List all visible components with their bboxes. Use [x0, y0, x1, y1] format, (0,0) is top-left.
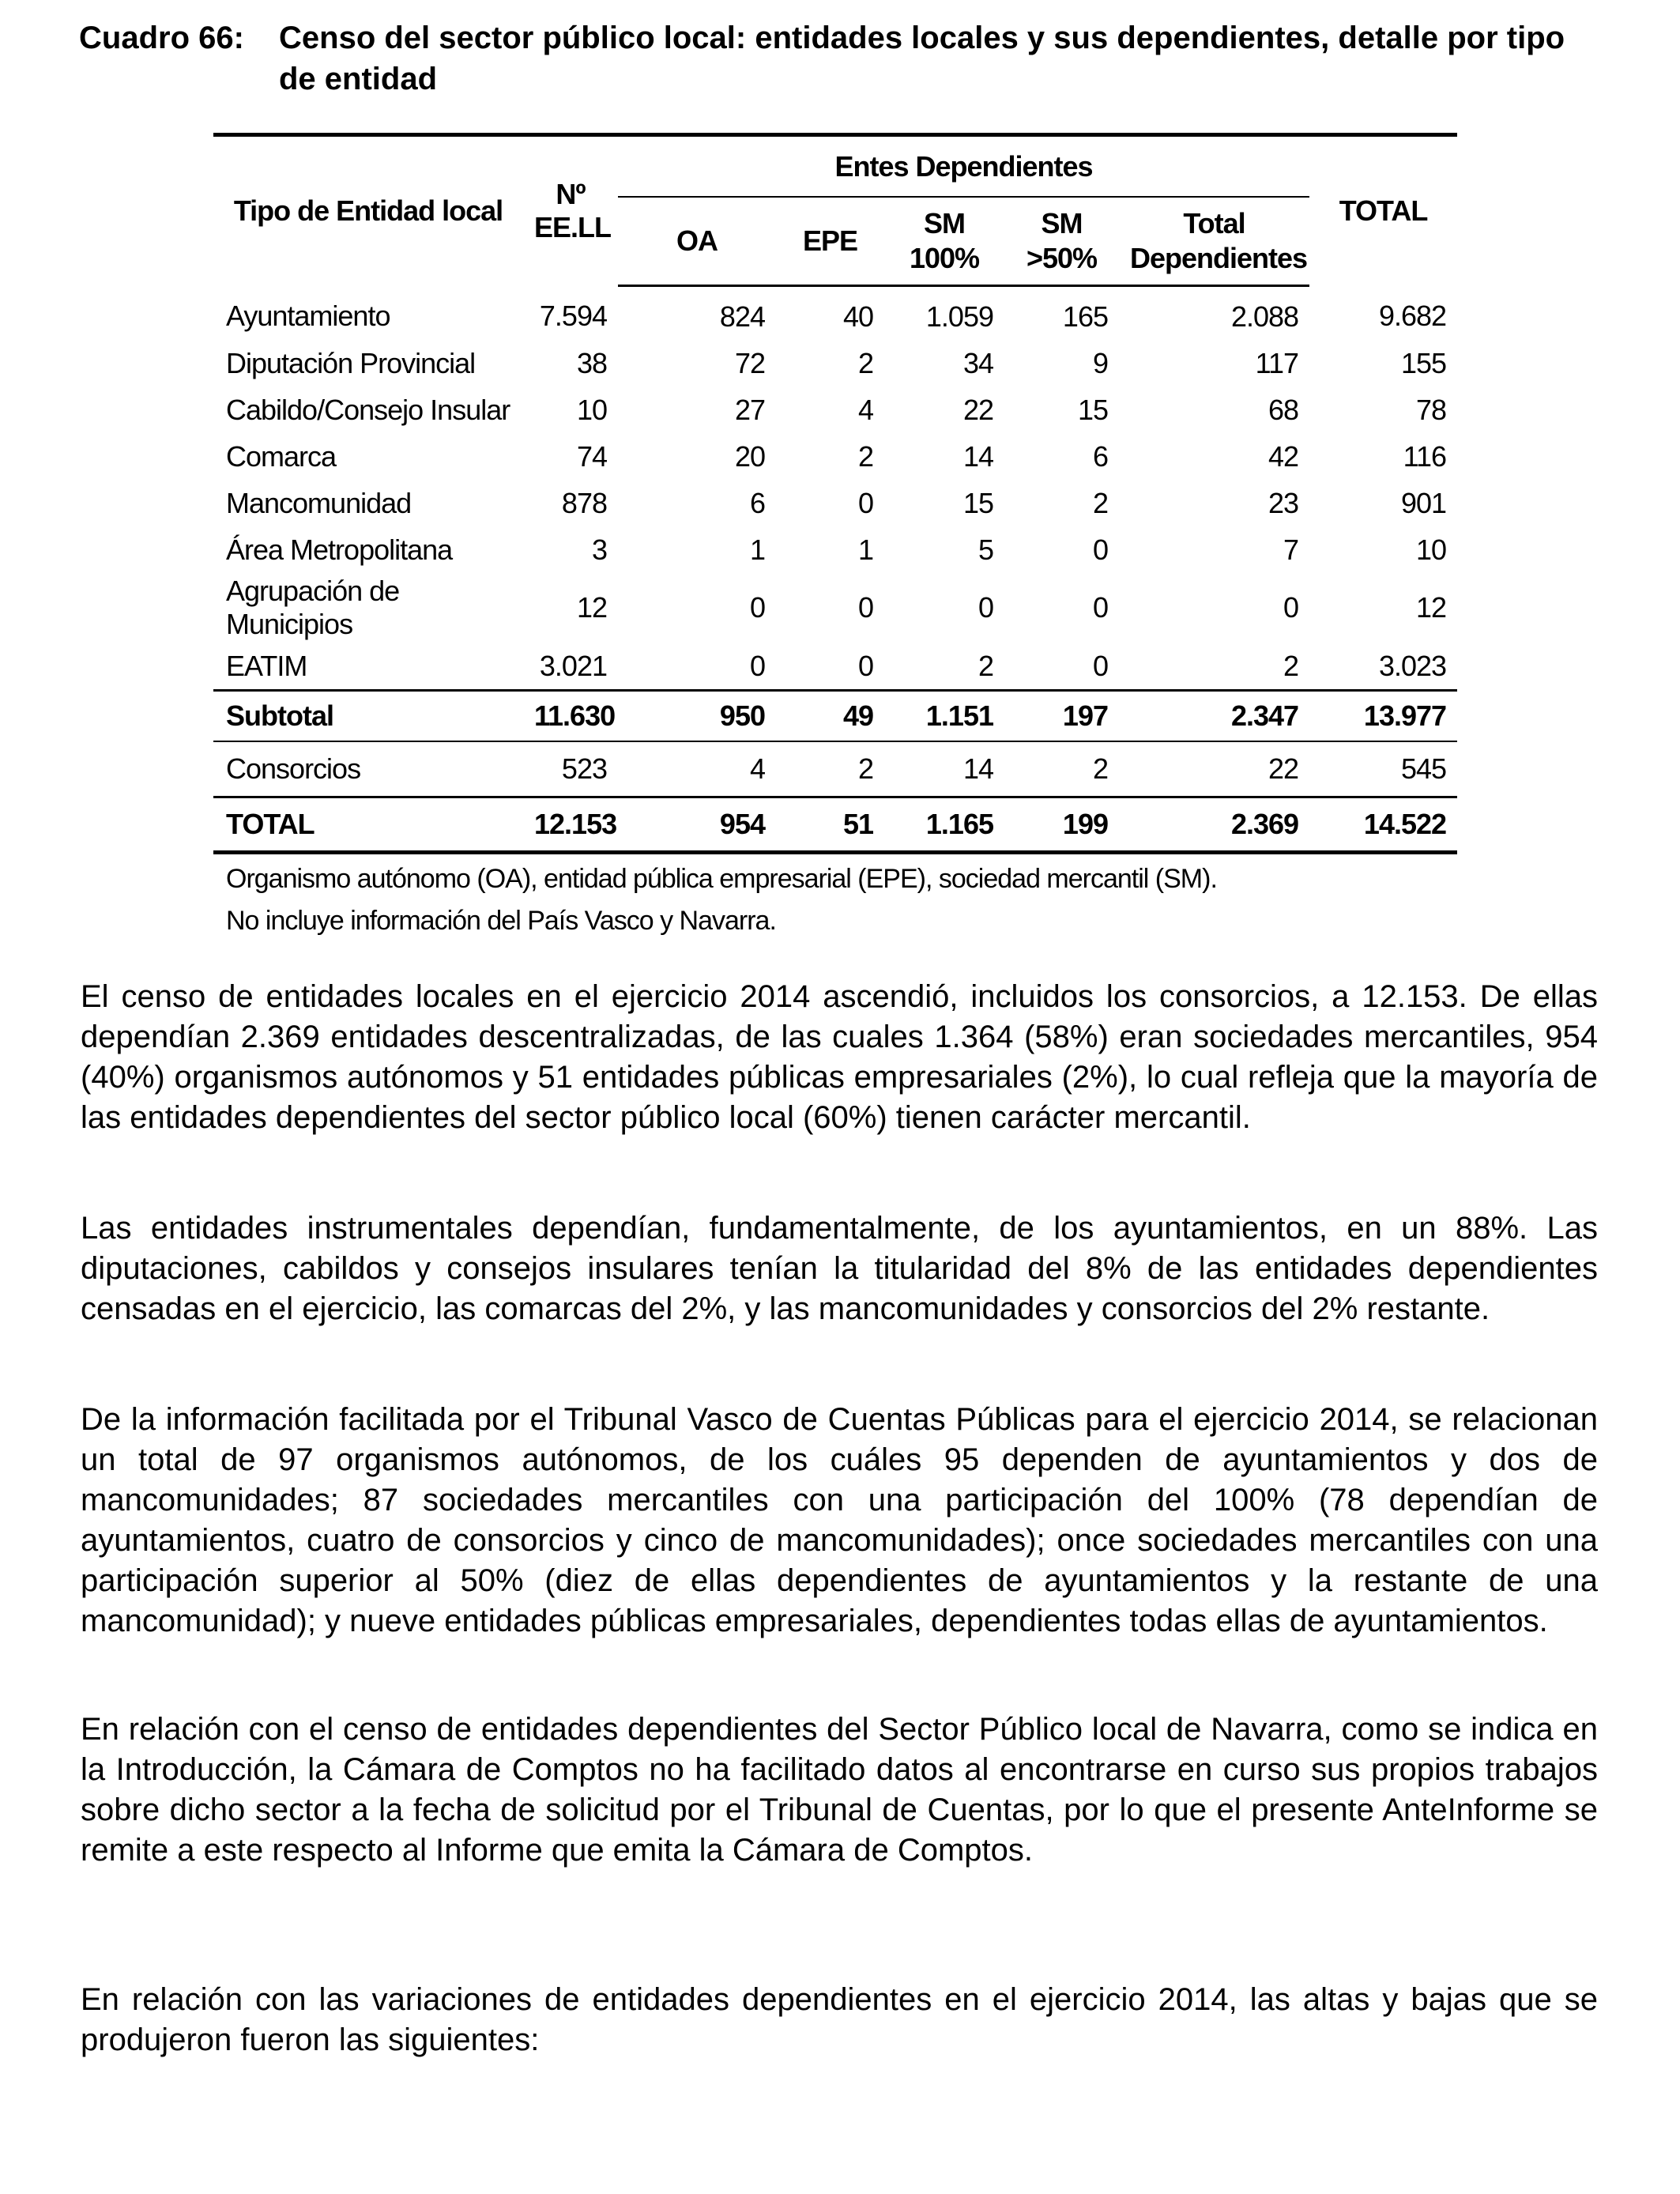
- cell-totdep: 23: [1268, 486, 1299, 519]
- cell-eell: 523: [561, 752, 607, 785]
- cell-eell: 878: [561, 486, 607, 519]
- row-name: Agrupación de Municipios: [226, 575, 400, 640]
- cell-sm100: 15: [962, 486, 993, 519]
- subtotal-row: [213, 691, 1457, 742]
- cell-oa: 0: [749, 649, 765, 682]
- cell-eell: 7.594: [539, 299, 607, 332]
- header-num-eell-line1: Nº: [556, 178, 586, 211]
- cell-eell: 38: [576, 346, 607, 379]
- consorcios-label: Consorcios: [226, 752, 361, 785]
- note-exclusion: No incluye información del País Vasco y Navarra.: [226, 906, 776, 936]
- cell-total: 901: [1400, 486, 1447, 519]
- cell-oa: 4: [749, 752, 765, 785]
- cell-eell: 12: [576, 591, 607, 624]
- cell-eell: 12.153: [523, 797, 618, 853]
- cell-sm50: 2: [1092, 486, 1108, 519]
- total-label: TOTAL: [213, 797, 523, 853]
- header-tipo: Tipo de Entidad local: [213, 135, 523, 286]
- table-row: [213, 480, 1457, 526]
- cell-sm100: 14: [962, 439, 993, 473]
- row-name: Área Metropolitana: [226, 533, 453, 566]
- header-sm-100-line1: SM: [924, 207, 965, 239]
- cell-oa: 6: [749, 486, 765, 519]
- total-row: [213, 797, 1457, 853]
- cell-totdep: 22: [1268, 752, 1299, 785]
- cell-total: 9.682: [1378, 299, 1447, 332]
- cell-total: 545: [1400, 752, 1447, 785]
- cell-oa: 1: [749, 533, 765, 566]
- cell-totdep: 2: [1283, 649, 1299, 682]
- cell-eell: 3: [591, 533, 607, 566]
- paragraph: En relación con las variaciones de entidades dependientes en el ejercicio 2014, las altas y bajas que se produjeron fueron las siguientes:: [81, 1982, 1598, 2057]
- cell-sm50: 0: [1092, 649, 1108, 682]
- header-entes-dependientes: Entes Dependientes: [618, 135, 1309, 198]
- cell-total: 155: [1400, 346, 1447, 379]
- cell-total: 3.023: [1378, 649, 1447, 682]
- cell-sm50: 9: [1092, 346, 1108, 379]
- table-row: [213, 526, 1457, 573]
- cell-oa: 27: [734, 393, 765, 426]
- row-name: EATIM: [226, 649, 307, 682]
- census-table-container: [213, 133, 1457, 854]
- cell-eell: 11.630: [523, 691, 618, 742]
- cell-epe: 1: [857, 533, 873, 566]
- cell-totdep: 2.347: [1119, 691, 1309, 742]
- header-totdep-line2: Dependientes: [1130, 242, 1308, 274]
- cell-total: 12: [1415, 591, 1447, 624]
- header-sm-100: [884, 197, 1004, 286]
- cell-sm100: 1.165: [884, 797, 1004, 853]
- cell-epe: 0: [857, 486, 873, 519]
- cell-sm50: 199: [1004, 797, 1119, 853]
- cell-totdep: 7: [1283, 533, 1299, 566]
- header-epe: EPE: [776, 197, 884, 286]
- cell-sm50: 197: [1004, 691, 1119, 742]
- cell-total: 116: [1403, 439, 1447, 473]
- cell-sm100: 1.059: [925, 300, 993, 333]
- paragraph: El censo de entidades locales en el ejercicio 2014 ascendió, incluidos los consorcios, a 12.153. De ellas dependían 2.369 entidades descentralizadas, de las cuales 1.364 (58%) eran sociedades mercantiles, 954 (40%) organismos autónomos y 51 entidades públicas empresariales (2%), lo cual refleja que la mayoría de las entidades dependientes del sector público local (60%) tienen carácter mercantil.: [81, 979, 1598, 1135]
- cell-oa: 20: [734, 439, 765, 473]
- cell-totdep: 68: [1268, 393, 1299, 426]
- cell-epe: 0: [857, 649, 873, 682]
- paragraph: En relación con el censo de entidades dependientes del Sector Público local de Navarra, como se indica en la Introducción, la Cámara de Comptos no ha facilitado datos al encontrarse en curso sus propios trabajos sobre dicho sector a la fecha de solicitud por el Tribunal de Cuentas, por lo que el presente AnteInforme se remite a este respecto al Informe que emita la Cámara de Comptos.: [81, 1712, 1598, 1868]
- table-row: [213, 286, 1457, 341]
- consorcios-row: [213, 741, 1457, 797]
- cell-sm50: 2: [1092, 752, 1108, 785]
- cell-sm100: 2: [977, 649, 993, 682]
- header-num-eell-line2: EE.LL: [534, 211, 612, 244]
- table-row: [213, 340, 1457, 386]
- header-totdep-line1: Total: [1183, 207, 1245, 239]
- caption-text: Censo del sector público local: entidades locales y sus dependientes, detalle por tipo de entidad: [279, 21, 1565, 96]
- cell-oa: 950: [618, 691, 776, 742]
- cell-oa: 954: [618, 797, 776, 853]
- cell-sm100: 22: [962, 393, 993, 426]
- cell-sm100: 34: [962, 346, 993, 379]
- table-row: [213, 433, 1457, 480]
- cell-total: 10: [1415, 533, 1447, 566]
- cell-totdep: 117: [1255, 346, 1299, 379]
- header-sm-50-line2: >50%: [1026, 242, 1098, 274]
- cell-oa: 72: [734, 346, 765, 379]
- cell-oa: 824: [719, 300, 765, 333]
- paragraph: De la información facilitada por el Tribunal Vasco de Cuentas Públicas para el ejercicio 2014, se relacionan un total de 97 organismos autónomos, de los cuáles 95 dependen de ayuntamientos y dos de mancomunidades; 87 sociedades mercantiles con una participación del 100% (78 dependían de ayuntamientos, cuatro de consorcios y cinco de mancomunidades); once sociedades mercantiles con una participación superior al 50% (diez de ellas dependientes de ayuntamientos y la restante de una mancomunidad); y nueve entidades públicas empresariales, dependientes todas ellas de ayuntamientos.: [81, 1402, 1598, 1638]
- row-name: Ayuntamiento: [226, 299, 390, 332]
- cell-eell: 74: [576, 439, 607, 473]
- cell-oa: 0: [749, 591, 765, 624]
- cell-epe: 2: [857, 439, 873, 473]
- header-sm-50: [1004, 197, 1119, 286]
- cell-epe: 2: [857, 346, 873, 379]
- census-table: [213, 133, 1457, 854]
- cell-total: 13.977: [1309, 691, 1457, 742]
- cell-epe: 51: [776, 797, 884, 853]
- cell-sm100: 0: [977, 591, 993, 624]
- cell-epe: 4: [857, 393, 873, 426]
- cell-eell: 10: [576, 393, 607, 426]
- header-total-dependientes: [1119, 197, 1309, 286]
- row-name: Diputación Provincial: [226, 346, 476, 379]
- table-row: [213, 573, 1457, 643]
- cell-eell: 3.021: [539, 649, 607, 682]
- cell-epe: 40: [842, 300, 873, 333]
- cell-epe: 2: [857, 752, 873, 785]
- cell-sm50: 0: [1092, 533, 1108, 566]
- header-oa: OA: [618, 197, 776, 286]
- cell-total: 78: [1415, 393, 1447, 426]
- caption-label: Cuadro 66:: [79, 21, 244, 55]
- cell-totdep: 2.088: [1230, 300, 1299, 333]
- cell-sm100: 14: [962, 752, 993, 785]
- row-name: Cabildo/Consejo Insular: [226, 393, 510, 426]
- note-abbreviations: Organismo autónomo (OA), entidad pública empresarial (EPE), sociedad mercantil (SM).: [226, 864, 1217, 894]
- table-notes: [226, 858, 1459, 942]
- table-row: [213, 386, 1457, 433]
- cell-totdep: 42: [1268, 439, 1299, 473]
- cell-sm100: 1.151: [884, 691, 1004, 742]
- header-sm-50-line1: SM: [1041, 207, 1083, 239]
- row-name: Comarca: [226, 439, 337, 473]
- header-total: TOTAL: [1309, 135, 1457, 286]
- cell-sm50: 6: [1092, 439, 1108, 473]
- cell-epe: 0: [857, 591, 873, 624]
- header-num-eell: [523, 135, 618, 286]
- paragraph: Las entidades instrumentales dependían, fundamentalmente, de los ayuntamientos, en un 88%. Las diputaciones, cabildos y consejos insulares tenían la titularidad del 8% de las entidades dependientes censadas en el ejercicio, las comarcas del 2%, y las mancomunidades y consorcios del 2% restante.: [81, 1211, 1598, 1326]
- row-name: Mancomunidad: [226, 486, 412, 519]
- cell-sm50: 165: [1062, 300, 1108, 333]
- cell-sm50: 15: [1077, 393, 1108, 426]
- cell-epe: 49: [776, 691, 884, 742]
- header-sm-100-line2: 100%: [909, 242, 980, 274]
- cell-totdep: 2.369: [1119, 797, 1309, 853]
- cell-total: 14.522: [1309, 797, 1457, 853]
- table-row: [213, 643, 1457, 691]
- cell-totdep: 0: [1283, 591, 1299, 624]
- cell-sm100: 5: [977, 533, 993, 566]
- subtotal-label: Subtotal: [213, 691, 523, 742]
- cell-sm50: 0: [1092, 591, 1108, 624]
